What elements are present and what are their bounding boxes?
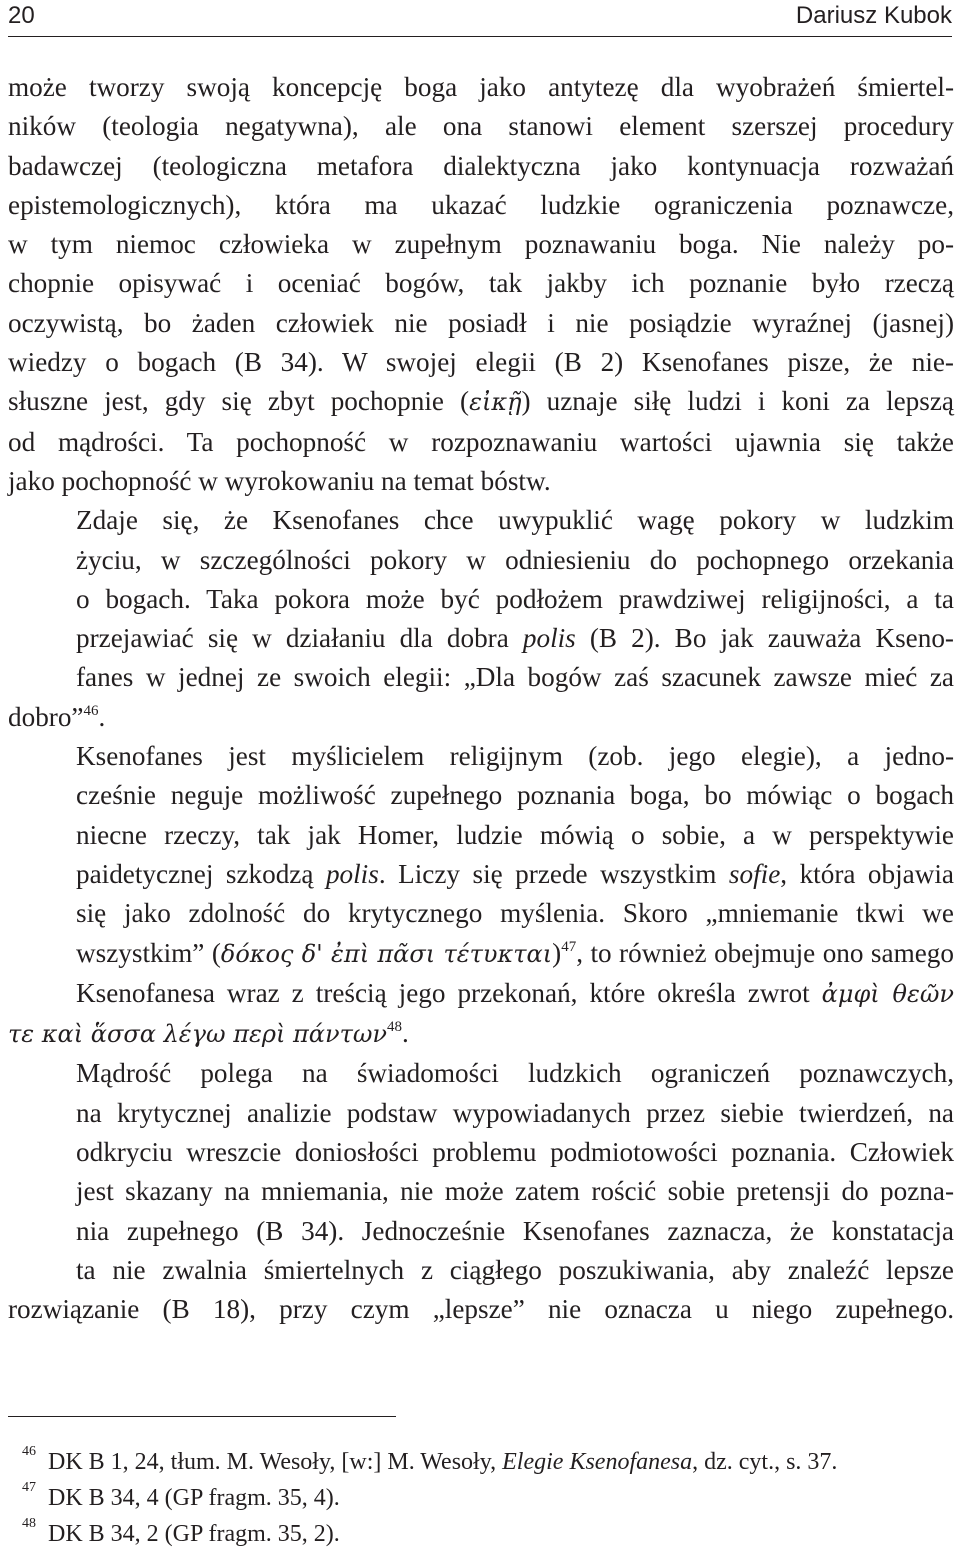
- footnote-number: 46: [22, 1444, 36, 1459]
- italic-term: polis: [325, 858, 379, 889]
- text-run: przejawiać się w działaniu dla dobra: [76, 623, 523, 654]
- text-line: od mądrości. Ta pochopność w rozpoznawaniu wartości ujawnia się także: [8, 426, 954, 457]
- text-line: jako pochopność w wyrokowaniu na temat bóstw.: [8, 465, 551, 496]
- text-line: się jako zdolność do krytycznego myślenia. Skoro „mniemanie tkwi we: [76, 898, 954, 929]
- footnote-number: 47: [22, 1480, 36, 1495]
- text-line: Zdaje się, że Ksenofanes chce uwypuklić wagę pokory w ludzkim: [76, 505, 954, 536]
- text-line: cześnie neguje możliwość zupełnego poznania boga, bo mówiąc o bogach: [76, 780, 954, 811]
- text-run: Ksenofanesa wraz z treścią jego przekonań, które określa zwrot: [76, 977, 822, 1008]
- text-line: epistemologicznych), która ma ukazać ludzkie ograniczenia poznawcze,: [8, 189, 954, 220]
- greek-term: εἰκῇ: [469, 388, 522, 417]
- text-run: dobro”: [8, 701, 84, 732]
- text-line: może tworzy swoją koncepcję boga jako antytezę dla wyobrażeń śmiertel-: [8, 72, 954, 102]
- paragraph-3-end: [8, 1014, 954, 1054]
- text-line: [8, 855, 954, 894]
- page-header: [8, 0, 952, 37]
- text-line: o bogach. Taka pokora może być podłożem prawdziwej religijności, a ta: [76, 583, 954, 614]
- footnote-separator: [8, 1416, 396, 1417]
- text-line: badawczej (teologiczna metafora dialektyczna jako kontynuacja rozważań: [8, 150, 954, 181]
- text-line: na krytycznej analizie podstaw wypowiadanych przez siebie twierdzeń, na: [76, 1097, 954, 1128]
- text-line: jest skazany na mniemania, nie może zatem rościć sobie pretensji do pozna-: [76, 1176, 954, 1207]
- paragraph-1: [8, 68, 954, 462]
- text-run: (B 2). Bo jak zauważa Kseno-: [575, 623, 954, 654]
- footnote-ref-48[interactable]: 48: [387, 1019, 403, 1036]
- text-line: rozwiązanie (B 18), przy czym „lepsze” nie oznacza u niego zupełnego.: [8, 1294, 954, 1325]
- paragraph-4: [8, 1054, 954, 1290]
- text-line: odkryciu wreszcie doniosłości problemu podmiotowości poznania. Człowiek: [76, 1137, 954, 1168]
- text-line: [8, 619, 954, 658]
- text-line: [8, 974, 954, 1014]
- paragraph-1-end: [8, 462, 954, 501]
- text-run: .: [402, 1018, 409, 1049]
- footnote-47: [8, 1480, 952, 1516]
- text-run: , to również obejmuje ono samego: [576, 937, 954, 968]
- text-line: chopnie opisywać i oceniać bogów, tak jakby ich poznanie było rzeczą: [8, 268, 954, 299]
- page-number: 20: [8, 2, 35, 29]
- footnote-title: Elegie Ksenofanesa: [502, 1449, 693, 1475]
- footnote-text: DK B 34, 4 (GP fragm. 35, 4).: [48, 1485, 340, 1511]
- greek-quote: τε καὶ ἅσσα λέγω περὶ πάντων: [8, 1020, 388, 1049]
- text-line: oczywistą, bo żaden człowiek nie posiadł i nie posiądzie wyraźnej (jasnej): [8, 307, 954, 338]
- text-run: , która objawia: [780, 858, 954, 889]
- running-head: Dariusz Kubok: [795, 2, 952, 29]
- text-line: życiu, w szczególności pokory w odniesieniu do pochopnego orzekania: [76, 544, 954, 575]
- greek-quote: ἀμφὶ θεῶν: [821, 979, 954, 1008]
- paragraph-2-end: [8, 698, 954, 737]
- italic-term: polis: [522, 623, 576, 654]
- text-run: ): [552, 937, 562, 968]
- footnote-text: DK B 34, 2 (GP fragm. 35, 2).: [48, 1521, 340, 1547]
- footnote-text: DK B 1, 24, tłum. M. Wesoły, [w:] M. Wesoły,: [48, 1449, 503, 1475]
- text-line: [8, 382, 954, 422]
- text-run: wszystkim” (: [76, 937, 221, 968]
- paragraph-4-end: [8, 1290, 954, 1329]
- text-run: .: [98, 701, 106, 732]
- paragraph-3: [8, 737, 954, 1014]
- text-run: . Liczy się przede wszystkim: [378, 858, 729, 889]
- footnotes: [8, 1444, 952, 1552]
- footnote-ref-47[interactable]: 47: [561, 938, 577, 955]
- text-line: niecne rzeczy, tak jak Homer, ludzie mówią o sobie, a w perspektywie: [76, 819, 954, 850]
- text-line: fanes w jednej ze swoich elegii: „Dla bogów zaś szacunek zawsze mieć za: [76, 662, 954, 693]
- footnote-number: 48: [22, 1516, 36, 1531]
- text-line: ta nie zwalnia śmiertelnych z ciągłego poszukiwania, aby znaleźć lepsze: [76, 1254, 954, 1285]
- text-line: [8, 934, 954, 974]
- text-line: Mądrość polega na świadomości ludzkich ograniczeń poznawczych,: [76, 1058, 954, 1089]
- text-run: ) uznaje siłę ludzi i koni za lepszą: [521, 386, 954, 417]
- text-line: Ksenofanes jest myślicielem religijnym (zob. jego elegie), a jedno-: [76, 741, 954, 772]
- text-line: wiedzy o bogach (B 34). W swojej elegii (B 2) Ksenofanes pisze, że nie-: [8, 347, 954, 378]
- footnote-ref-46[interactable]: 46: [83, 702, 99, 719]
- footnote-48: [8, 1516, 952, 1552]
- paragraph-2: [8, 501, 954, 697]
- text-line: nia zupełnego (B 34). Jednocześnie Ksenofanes zaznacza, że konstatacja: [76, 1215, 954, 1246]
- text-line: ników (teologia negatywna), ale ona stanowi element szerszej procedury: [8, 111, 954, 142]
- greek-quote: δόκος δ' ἐπὶ πᾶσι τέτυκται: [220, 939, 553, 968]
- body-text: [8, 68, 954, 1330]
- footnote-text: , dz. cyt., s. 37.: [692, 1449, 838, 1475]
- text-run: paidetycznej szkodzą: [76, 858, 326, 889]
- text-run: słuszne jest, gdy się zbyt pochopnie (: [8, 386, 470, 417]
- footnote-46: [8, 1444, 952, 1480]
- italic-term: sofie: [728, 858, 781, 889]
- text-line: w tym niemoc człowieka w zupełnym poznawaniu boga. Nie należy po-: [8, 229, 954, 260]
